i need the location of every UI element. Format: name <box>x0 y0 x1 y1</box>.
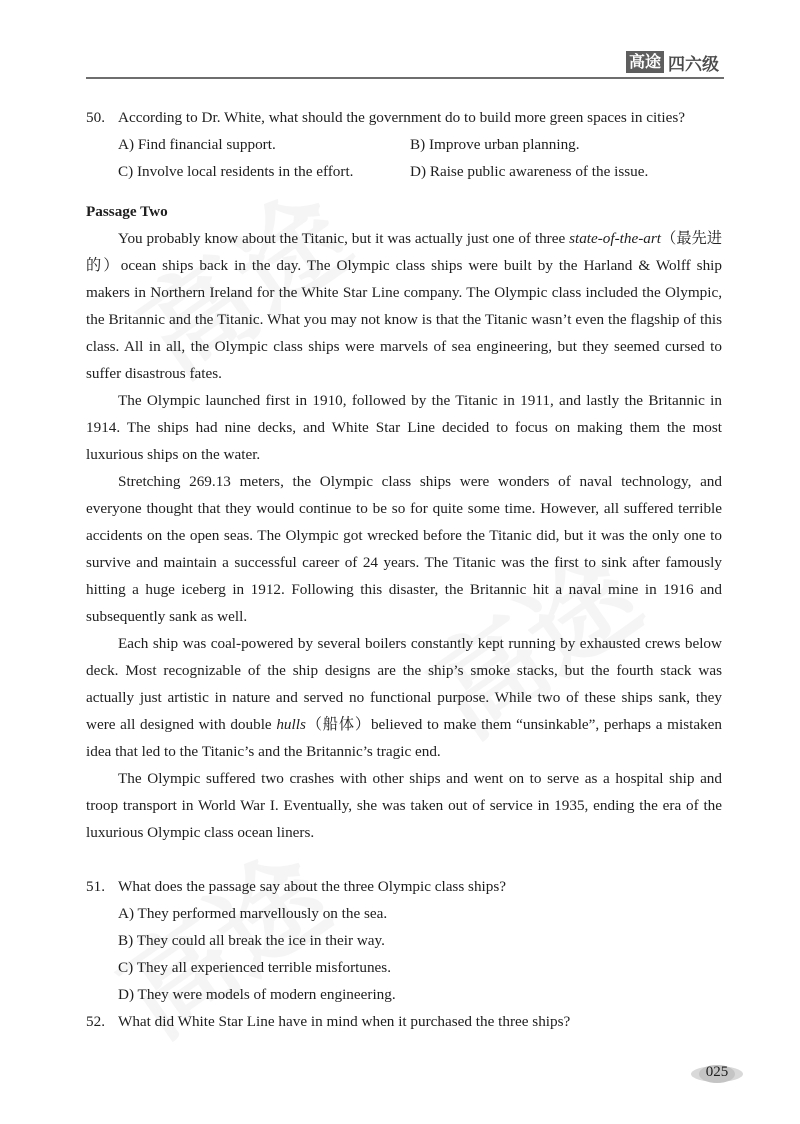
question-50 <box>86 104 722 131</box>
page-number: 025 <box>705 1064 729 1080</box>
question-number: 50. <box>86 109 105 126</box>
paragraph-text: Each ship was coal-powered by several boilers constantly kept running by exhausted crews below deck. Most recognizable of the ship designs are the ship’s smoke stacks, but the fourth stack was actually just artistic in nature and served no functional purpose. While two of these ships sank, they were all designed with double <box>86 635 722 733</box>
option-a: A) Find financial support. <box>118 136 276 153</box>
paragraph-4 <box>86 630 722 765</box>
brand-logo <box>626 50 719 74</box>
header-divider <box>86 77 724 79</box>
paragraph-2: The Olympic launched first in 1910, followed by the Titanic in 1911, and lastly the Britannic in 1914. The ships had nine decks, and White Star Line decided to focus on making them the most luxurious ships on the water. <box>86 392 722 463</box>
emphasized-term: hulls <box>276 716 306 733</box>
option-c: C) Involve local residents in the effort. <box>118 163 354 180</box>
page-content <box>86 104 722 1035</box>
emphasized-term: state-of-the-art <box>569 230 662 247</box>
question-number: 52. <box>86 1013 105 1030</box>
question-text: What did White Star Line have in mind when it purchased the three ships? <box>118 1013 571 1030</box>
option-row <box>86 158 722 185</box>
option-c: C) They all experienced terrible misfortunes. <box>118 959 391 976</box>
brand-logo-box: 高途 <box>626 51 664 73</box>
question-text: According to Dr. White, what should the government do to build more green spaces in cities? <box>118 109 686 126</box>
paragraph-text: （最先进的）ocean ships back in the day. The Olympic class ships were built by the Harland & Wolff ship makers in Northern Ireland for the White Star Line company. The Olympic class included the Olympic, the Britannic and the Titanic. What you may not know is that the Titanic wasn’t even the flagship of this class. All in all, the Olympic class ships were marvels of sea engineering, but they seemed cursed to suffer disastrous fates. <box>86 230 723 382</box>
paragraph-text: （船体）believed to make them “unsinkable”, perhaps a mistaken idea that led to the Titanic’s and the Britannic’s tragic end. <box>86 716 722 760</box>
option-b: B) They could all break the ice in their way. <box>118 932 385 949</box>
option-row <box>86 131 722 158</box>
option-b: B) Improve urban planning. <box>410 136 580 153</box>
option-a: A) They performed marvellously on the sea. <box>118 905 388 922</box>
option-d: D) Raise public awareness of the issue. <box>410 163 649 180</box>
question-52 <box>86 1008 722 1035</box>
spacer <box>86 846 722 873</box>
question-51 <box>86 873 722 900</box>
question-text: What does the passage say about the three Olympic class ships? <box>118 878 507 895</box>
paragraph-3: Stretching 269.13 meters, the Olympic class ships were wonders of naval technology, and everyone thought that they would continue to be so for quite some time. However, all suffered terrible accidents on the open seas. The Olympic got wrecked before the Titanic did, but it was the only one to survive and maintain a successful career of 24 years. The Titanic was the first to sink after famously hitting a huge iceberg in 1912. Following this disaster, the Britannic hit a naval mine in 1916 and subsequently sank as well. <box>86 473 722 625</box>
passage-heading: Passage Two <box>86 203 168 220</box>
page-number-badge <box>690 1063 744 1085</box>
option-d: D) They were models of modern engineering. <box>118 986 396 1003</box>
brand-logo-text: 四六级 <box>668 54 720 75</box>
paragraph-1 <box>86 225 722 387</box>
paragraph-text: You probably know about the Titanic, but it was actually just one of three <box>118 230 570 247</box>
paragraph-5: The Olympic suffered two crashes with other ships and went on to serve as a hospital ship and troop transport in World War I. Eventually, she was taken out of service in 1935, ending the era of the luxurious Olympic class ocean liners. <box>86 770 722 841</box>
question-number: 51. <box>86 878 105 895</box>
